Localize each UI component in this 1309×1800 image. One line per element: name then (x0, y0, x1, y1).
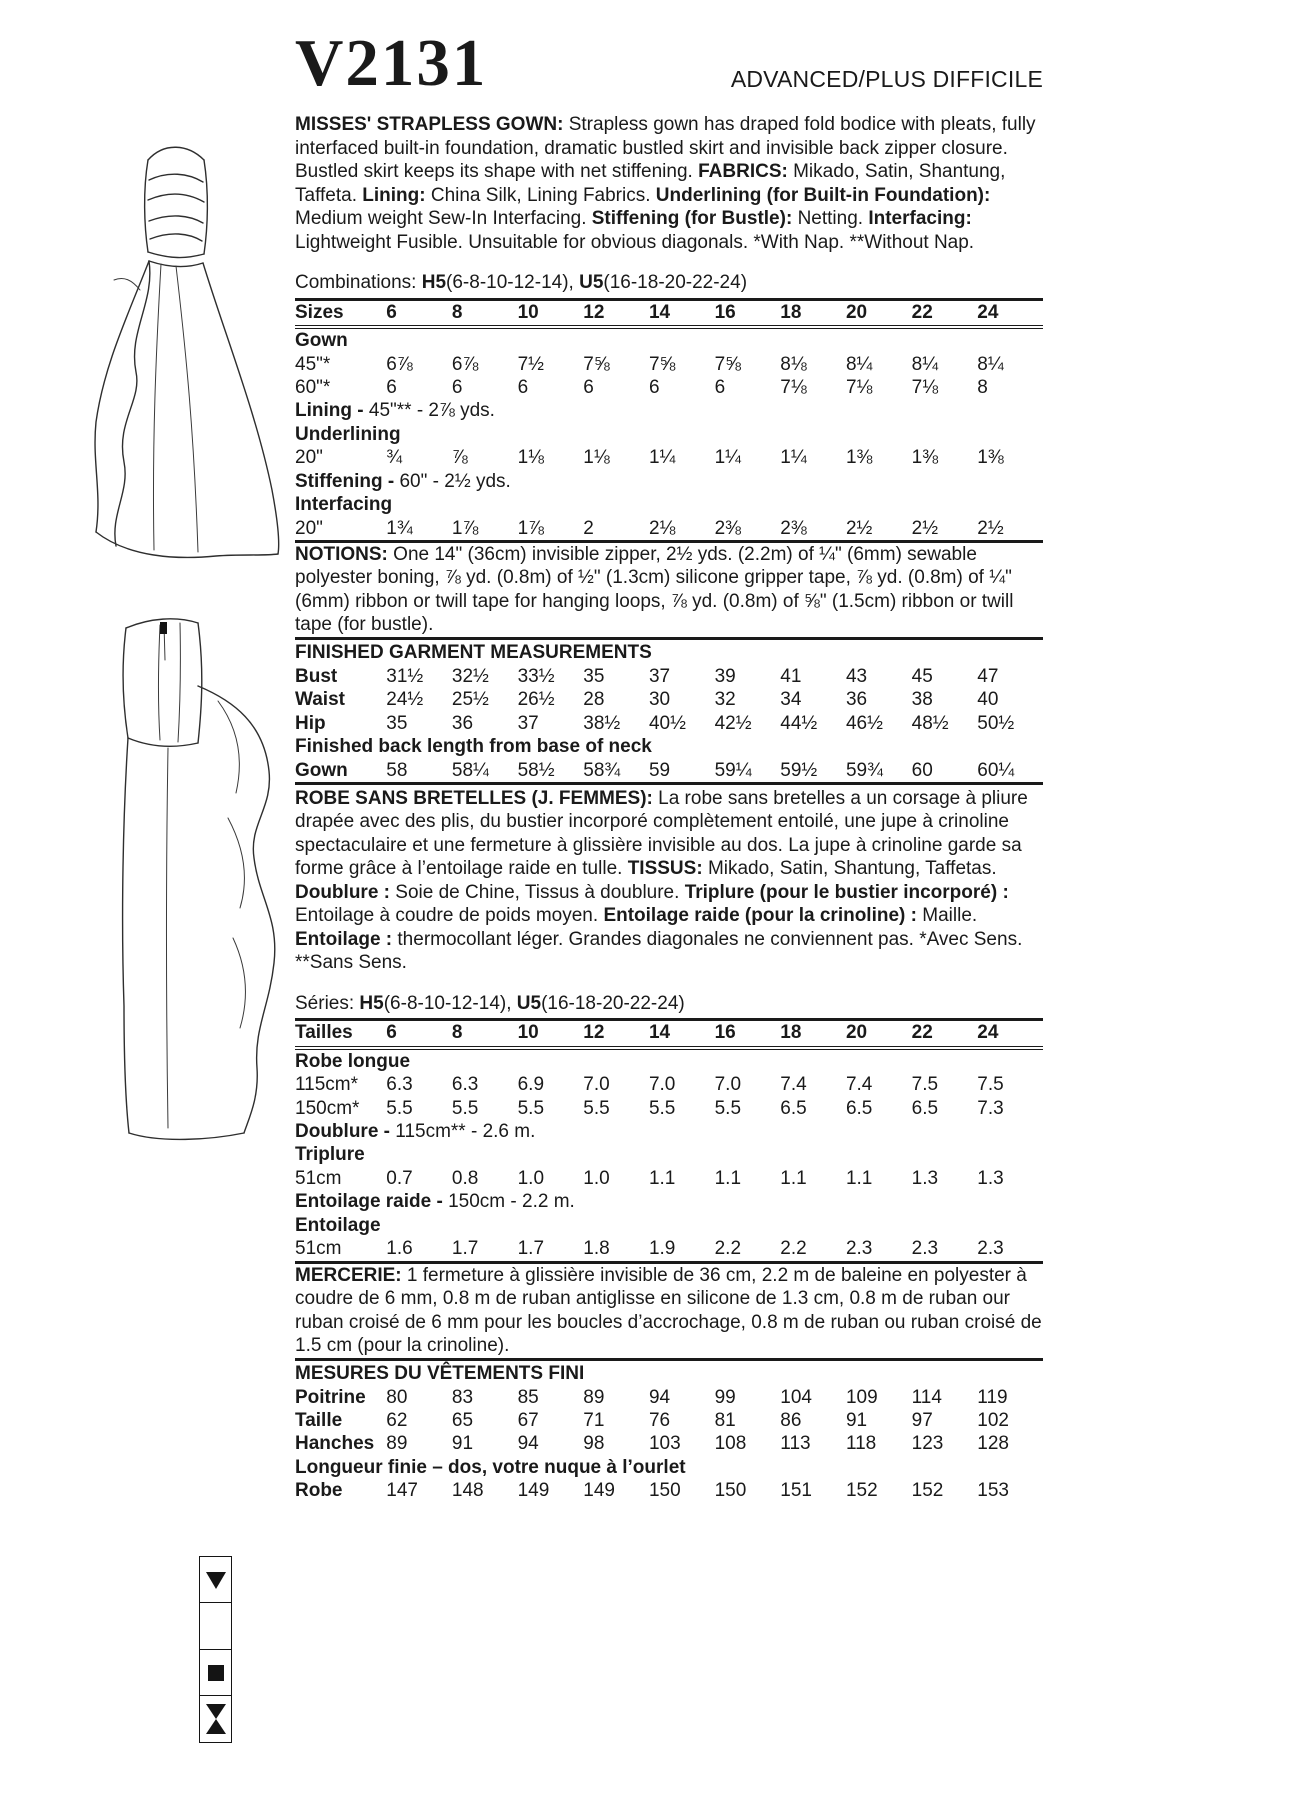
cell-value: 31½ (386, 665, 424, 687)
cell-value: 7½ (517, 353, 545, 375)
cell-value: 6⅞ (451, 353, 479, 375)
cell-value: 47 (977, 665, 999, 687)
section-label: Gown (295, 330, 348, 352)
table-row (295, 1214, 1043, 1237)
cell-value: 30 (648, 689, 671, 711)
table-row (295, 470, 1043, 493)
cell-value: 6.3 (451, 1074, 479, 1096)
cell-value: 7.0 (583, 1074, 610, 1096)
cell-value: 2⅜ (714, 517, 742, 539)
cell-value: 7.0 (648, 1074, 676, 1096)
cell-value: ⅞ (451, 447, 468, 469)
cell-value: 1.0 (517, 1167, 545, 1189)
cell-value: 7.0 (714, 1074, 742, 1096)
cell-value: 94 (517, 1433, 539, 1455)
finished-measurements-en (295, 637, 1043, 785)
table-row (295, 517, 1043, 540)
cell-value: 58¾ (583, 759, 621, 781)
section-label: Triplure (295, 1144, 365, 1166)
table-row (295, 1386, 1043, 1409)
row-label: 51cm (295, 1167, 342, 1189)
cell-value: 86 (780, 1409, 802, 1431)
cell-value: 99 (714, 1386, 736, 1408)
table-row (295, 423, 1043, 446)
cell-value: 7⅝ (648, 353, 676, 375)
cell-value: 102 (977, 1409, 1009, 1431)
column-header: 10 (518, 301, 584, 327)
column-header: 24 (977, 1021, 1043, 1047)
table-row (295, 665, 1043, 688)
cell-value: 59¾ (845, 759, 883, 781)
table-row (295, 1143, 1043, 1166)
cell-value: 7⅛ (780, 377, 807, 399)
row-label: 20" (295, 447, 323, 469)
table-row (295, 1479, 1043, 1502)
cell-value: 59½ (780, 759, 818, 781)
cell-value: 147 (386, 1480, 418, 1502)
cell-value: 6.3 (386, 1074, 413, 1096)
finished-measurements-en-table (295, 665, 1043, 782)
cell-value: 97 (911, 1409, 933, 1431)
cell-value: 1.7 (517, 1238, 545, 1260)
cell-value: 150 (714, 1480, 747, 1502)
finished-measurements-fr-table (295, 1386, 1043, 1503)
column-header: 14 (649, 1021, 715, 1047)
cell-value: 1¼ (714, 447, 742, 469)
nap-square-solid-icon (199, 1649, 232, 1697)
column-header: 18 (780, 1021, 846, 1047)
yardage-table-fr (295, 1018, 1043, 1263)
cell-value: 6 (583, 377, 594, 399)
cell-value: 2.2 (714, 1238, 742, 1260)
cell-value: 2½ (977, 517, 1004, 539)
column-header: Sizes (295, 301, 386, 327)
cell-value: 37 (517, 712, 539, 734)
cell-value: 7.4 (845, 1074, 873, 1096)
cell-value: 5.5 (714, 1097, 742, 1119)
cell-value: 8⅛ (780, 353, 807, 375)
cell-value: 36 (451, 712, 474, 734)
column-header: 10 (518, 1021, 584, 1047)
cell-value: 38 (911, 689, 933, 711)
cell-value: 114 (911, 1386, 942, 1408)
cell-value: 2.3 (977, 1238, 1004, 1260)
cell-value: 71 (583, 1409, 605, 1431)
cell-value: 2⅜ (780, 517, 807, 539)
table-row (295, 1048, 1043, 1073)
cell-value: 7.5 (977, 1074, 1004, 1096)
cell-value: 109 (845, 1386, 878, 1408)
column-header: 6 (386, 301, 452, 327)
table-row (295, 399, 1043, 422)
cell-value: 5.5 (583, 1097, 610, 1119)
cell-value: 2⅛ (648, 517, 676, 539)
cell-value: 67 (517, 1409, 539, 1431)
cell-value: 7.4 (780, 1074, 807, 1096)
cell-value: 24½ (386, 689, 424, 711)
cell-value: 149 (583, 1480, 615, 1502)
nap-blank-cell (199, 1602, 232, 1650)
nap-symbol-strip (199, 1556, 232, 1743)
cell-value: 83 (451, 1386, 474, 1408)
combinations-line-en: Combinations: H5(6-8-10-12-14), U5(16-18-20-22-24) (295, 272, 748, 294)
column-header: 8 (452, 1021, 518, 1047)
cell-value: 6 (648, 377, 660, 399)
cell-value: 58½ (517, 759, 555, 781)
cell-value: 7.5 (911, 1074, 939, 1096)
row-label: 20" (295, 517, 323, 539)
cell-value: 8¼ (845, 353, 873, 375)
cell-value: 2½ (911, 517, 939, 539)
table-row (295, 735, 1043, 758)
cell-value: 35 (386, 712, 408, 734)
cell-value: 6.5 (845, 1097, 873, 1119)
gown-front-illustration (52, 130, 300, 570)
row-label: 60"* (295, 377, 331, 399)
column-header: 22 (912, 1021, 978, 1047)
cell-value: 2½ (845, 517, 873, 539)
cell-value: 1⅞ (517, 517, 545, 539)
table-header-row (295, 301, 1043, 327)
table-row (295, 688, 1043, 711)
cell-value: 152 (911, 1480, 944, 1502)
cell-value: 5.5 (386, 1097, 413, 1119)
column-header: 12 (583, 301, 649, 327)
column-header: 20 (846, 301, 912, 327)
column-header: 12 (583, 1021, 649, 1047)
cell-value: 1.0 (583, 1167, 610, 1189)
cell-value: 150 (648, 1480, 681, 1502)
cell-value: 80 (386, 1386, 408, 1408)
table-row (295, 1097, 1043, 1120)
zipper-icon (160, 622, 167, 634)
finished-measurements-en-title: FINISHED GARMENT MEASUREMENTS (295, 641, 652, 663)
measurement-table (295, 301, 1043, 540)
note-row: Stiffening - 60" - 2½ yds. (295, 470, 511, 492)
cell-value: 128 (977, 1433, 1009, 1455)
cell-value: 36 (845, 689, 868, 711)
table-row (295, 1432, 1043, 1455)
cell-value: 59¼ (714, 759, 752, 781)
row-label: Gown (295, 759, 348, 781)
cell-value: 46½ (845, 712, 883, 734)
table-row (295, 327, 1043, 352)
cell-value: 85 (517, 1386, 539, 1408)
table-row (295, 353, 1043, 376)
cell-value: 5.5 (517, 1097, 545, 1119)
section-label: Underlining (295, 423, 401, 445)
row-label: Hanches (295, 1433, 375, 1455)
measurement-table (295, 665, 1043, 782)
cell-value: 98 (583, 1433, 605, 1455)
table-row (295, 1409, 1043, 1432)
section-label: Finished back length from base of neck (295, 736, 652, 758)
cell-value: 103 (648, 1433, 681, 1455)
cell-value: 151 (780, 1480, 812, 1502)
cell-value: 1.1 (845, 1167, 873, 1189)
cell-value: 152 (845, 1480, 878, 1502)
table-row (295, 1073, 1043, 1096)
table-row (295, 1456, 1043, 1479)
cell-value: 76 (648, 1409, 671, 1431)
cell-value: 2.3 (911, 1238, 939, 1260)
cell-value: 81 (714, 1409, 736, 1431)
note-row: Lining - 45"** - 2⅞ yds. (295, 400, 495, 422)
row-label: 115cm* (295, 1074, 359, 1096)
cell-value: 6.9 (517, 1074, 545, 1096)
cell-value: 6.5 (911, 1097, 939, 1119)
description-en: MISSES' STRAPLESS GOWN: Strapless gown has draped fold bodice with pleats, fully interfaced built-in foundation, dramatic bustled skirt and invisible back zipper closure. Bustled skirt keeps its shape with net stiffening. FABRICS: Mikado, Satin, Shantung, Taffeta. Lining: China Silk, Lining Fabrics. Underlining (for Built-in Foundation): Medium weight Sew-In Interfacing. Stiffening (for Bustle): Netting. Interfacing: Lightweight Fusible. Unsuitable for obvious diagonals. *With Nap. **Without Nap. (295, 114, 1036, 253)
column-header: 18 (780, 301, 846, 327)
pattern-number: V2131 (295, 26, 488, 100)
table-row (295, 1190, 1043, 1213)
row-label: 150cm* (295, 1097, 360, 1119)
cell-value: 104 (780, 1386, 812, 1408)
nap-hourglass-icon (199, 1695, 232, 1743)
row-label: Taille (295, 1409, 343, 1431)
cell-value: 1⅛ (583, 447, 610, 469)
row-label: Hip (295, 712, 326, 734)
finished-measurements-fr-title: MESURES DU VÊTEMENTS FINI (295, 1362, 585, 1384)
cell-value: 65 (451, 1409, 474, 1431)
cell-value: 8¼ (977, 353, 1004, 375)
column-header: 16 (715, 301, 781, 327)
table-row (295, 1237, 1043, 1260)
cell-value: 6.5 (780, 1097, 807, 1119)
cell-value: 43 (845, 665, 868, 687)
cell-value: 89 (583, 1386, 605, 1408)
column-header: 8 (452, 301, 518, 327)
cell-value: 35 (583, 665, 605, 687)
section-label: Interfacing (295, 494, 393, 516)
notions-paragraph: NOTIONS: One 14" (36cm) invisible zipper, 2½ yds. (2.2m) of ¼" (6mm) sewable polyester boning, ⅞ yd. (0.8m) of ½" (1.3cm) silicone gripper tape, ⅞ yd. (0.8m) of ¼" (6mm) ribbon or twill tape for hanging loops, ⅞ yd. (0.8m) of ⅝" (1.5cm) ribbon or twill tape (for bustle). (295, 543, 1014, 636)
cell-value: 60 (911, 759, 933, 781)
cell-value: ¾ (386, 447, 403, 469)
table-row (295, 759, 1043, 782)
cell-value: 5.5 (648, 1097, 676, 1119)
nap-triangle-down-icon (199, 1556, 232, 1604)
cell-value: 1¼ (780, 447, 807, 469)
cell-value: 50½ (977, 712, 1015, 734)
cell-value: 6 (714, 377, 726, 399)
difficulty-label: ADVANCED/PLUS DIFFICILE (730, 66, 1043, 93)
cell-value: 119 (977, 1386, 1008, 1408)
cell-value: 1.7 (451, 1238, 479, 1260)
cell-value: 2.2 (780, 1238, 807, 1260)
cell-value: 118 (845, 1433, 877, 1455)
cell-value: 1⅜ (845, 447, 873, 469)
cell-value: 41 (780, 665, 802, 687)
row-label: 51cm (295, 1238, 342, 1260)
cell-value: 7⅛ (845, 377, 873, 399)
cell-value: 37 (648, 665, 671, 687)
table-row (295, 446, 1043, 469)
cell-value: 26½ (517, 689, 555, 711)
cell-value: 7.3 (977, 1097, 1004, 1119)
cell-value: 62 (386, 1409, 408, 1431)
cell-value: 32½ (451, 665, 489, 687)
cell-value: 6 (451, 377, 463, 399)
note-row: Doublure - 115cm** - 2.6 m. (295, 1121, 536, 1143)
masthead (295, 28, 1043, 98)
cell-value: 60¼ (977, 759, 1015, 781)
column-header: Tailles (295, 1021, 386, 1047)
cell-value: 48½ (911, 712, 949, 734)
cell-value: 1.9 (648, 1238, 676, 1260)
cell-value: 1.3 (977, 1167, 1004, 1189)
gown-back-illustration (68, 606, 298, 1156)
measurement-table (295, 1386, 1043, 1503)
cell-value: 91 (451, 1433, 474, 1455)
cell-value: 2 (583, 517, 594, 539)
yardage-table-en (295, 298, 1043, 543)
measurement-table (295, 1021, 1043, 1260)
cell-value: 1¾ (386, 517, 413, 539)
column-header: 24 (977, 301, 1043, 327)
cell-value: 94 (648, 1386, 671, 1408)
cell-value: 1.6 (386, 1238, 413, 1260)
cell-value: 8 (977, 377, 988, 399)
cell-value: 148 (451, 1480, 484, 1502)
column-header: 14 (649, 301, 715, 327)
cell-value: 1⅜ (911, 447, 939, 469)
table-row (295, 1167, 1043, 1190)
cell-value: 1⅜ (977, 447, 1004, 469)
row-label: 45"* (295, 353, 331, 375)
cell-value: 113 (780, 1433, 811, 1455)
cell-value: 58 (386, 759, 408, 781)
section-label: Entoilage (295, 1214, 381, 1236)
cell-value: 58¼ (451, 759, 489, 781)
cell-value: 1.1 (648, 1167, 676, 1189)
row-label: Robe (295, 1480, 343, 1502)
cell-value: 1.3 (911, 1167, 939, 1189)
cell-value: 123 (911, 1433, 944, 1455)
cell-value: 40 (977, 689, 999, 711)
cell-value: 34 (780, 689, 802, 711)
cell-value: 1.1 (714, 1167, 742, 1189)
cell-value: 33½ (517, 665, 555, 687)
table-row (295, 493, 1043, 516)
cell-value: 42½ (714, 712, 752, 734)
text-column (295, 28, 1043, 1503)
description-fr: ROBE SANS BRETELLES (J. FEMMES): La robe sans bretelles a un corsage à pliure drapée avec des plis, du bustier incorporé complètement entoilé, une jupe à crinoline spectaculaire et une fermeture à glissière invisible au dos. La jupe à crinoline garde sa forme grâce à l’entoilage raide en tulle. TISSUS: Mikado, Satin, Shantung, Taffetas. Doublure : Soie de Chine, Tissus à doublure. Triplure (pour le bustier incorporé) : Entoilage à coudre de poids moyen. Entoilage raide (pour la crinoline) : Maille. Entoilage : thermocollant léger. Grandes diagonales ne conviennent pas. *Avec Sens. **Sans Sens. (295, 787, 1028, 974)
cell-value: 7⅝ (583, 353, 610, 375)
column-header: 22 (912, 301, 978, 327)
cell-value: 2.3 (845, 1238, 873, 1260)
cell-value: 1⅛ (517, 447, 545, 469)
cell-value: 25½ (451, 689, 489, 711)
row-label: Bust (295, 665, 338, 687)
mercerie-paragraph: MERCERIE: 1 fermeture à glissière invisible de 36 cm, 2.2 m de baleine en polyester à coudre de 6 mm, 0.8 m de ruban antiglisse en silicone de 1.3 cm, 0.8 m de ruban our ruban croisé de 6 mm pour les boucles d’accrochage, 0.8 m de ruban ou ruban croisé de 1.5 cm (pour la crinoline). (295, 1264, 1042, 1356)
cell-value: 5.5 (451, 1097, 479, 1119)
cell-value: 1¼ (648, 447, 676, 469)
series-line-fr: Séries: H5(6-8-10-12-14), U5(16-18-20-22-24) (295, 992, 685, 1014)
cell-value: 6 (517, 377, 529, 399)
cell-value: 1⅞ (451, 517, 479, 539)
cell-value: 91 (845, 1409, 868, 1431)
note-row: Entoilage raide - 150cm - 2.2 m. (295, 1191, 575, 1213)
cell-value: 153 (977, 1480, 1009, 1502)
cell-value: 28 (583, 689, 605, 711)
gown-back-sketch (68, 606, 298, 1156)
cell-value: 44½ (780, 712, 818, 734)
cell-value: 7⅝ (714, 353, 742, 375)
column-header: 6 (386, 1021, 452, 1047)
gown-front-sketch (52, 130, 300, 570)
cell-value: 7⅛ (911, 377, 939, 399)
cell-value: 32 (714, 689, 736, 711)
cell-value: 89 (386, 1433, 408, 1455)
cell-value: 1.8 (583, 1238, 610, 1260)
finished-measurements-fr (295, 1358, 1043, 1503)
column-header: 16 (715, 1021, 781, 1047)
cell-value: 38½ (583, 712, 621, 734)
cell-value: 59 (648, 759, 671, 781)
cell-value: 1.1 (780, 1167, 807, 1189)
cell-value: 0.7 (386, 1167, 413, 1189)
row-label: Waist (295, 689, 345, 711)
row-label: Poitrine (295, 1386, 366, 1408)
cell-value: 6⅞ (386, 353, 413, 375)
table-header-row (295, 1021, 1043, 1047)
section-label: Robe longue (295, 1050, 411, 1072)
cell-value: 6 (386, 377, 397, 399)
table-row (295, 712, 1043, 735)
section-label: Longueur finie – dos, votre nuque à l’ourlet (295, 1456, 686, 1478)
cell-value: 0.8 (451, 1167, 479, 1189)
cell-value: 108 (714, 1433, 747, 1455)
cell-value: 8¼ (911, 353, 939, 375)
cell-value: 45 (911, 665, 933, 687)
cell-value: 40½ (648, 712, 686, 734)
column-header: 20 (846, 1021, 912, 1047)
table-row (295, 376, 1043, 399)
cell-value: 39 (714, 665, 736, 687)
table-row (295, 1120, 1043, 1143)
cell-value: 149 (517, 1480, 550, 1502)
